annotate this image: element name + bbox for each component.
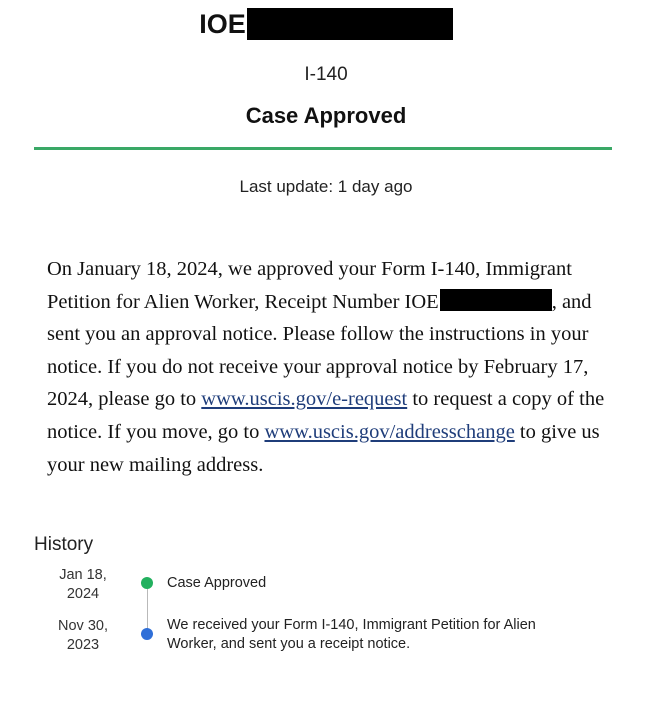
history-event-description: Case Approved xyxy=(167,575,267,591)
received-status-dot-icon xyxy=(141,628,153,640)
status-divider xyxy=(34,147,612,150)
description-text: to give us your new mailing address. xyxy=(47,420,600,476)
description-text: On January 18, 2024, we approved your Form I-140, Immigrant Petition for Alien Worker, Receipt Number IOE xyxy=(47,258,572,313)
history-event-date xyxy=(50,617,116,655)
case-status-description xyxy=(47,253,612,481)
history-event-date xyxy=(50,566,116,604)
history-date-year: 2023 xyxy=(66,637,100,653)
receipt-prefix: IOE xyxy=(199,9,246,39)
form-type: I-140 xyxy=(304,64,348,85)
history-date-line: Nov 30, xyxy=(58,618,108,634)
description-text: , and sent you an approval notice. Please follow the instructions in your notice. If you do not receive your approval notice by February 17, 2024, please go to xyxy=(47,290,592,411)
redacted-receipt-inline xyxy=(440,289,552,311)
e-request-link[interactable]: www.uscis.gov/e-request xyxy=(201,388,408,411)
redacted-receipt-number xyxy=(247,8,453,40)
history-date-line: Jan 18, xyxy=(59,567,107,583)
address-change-link[interactable]: www.uscis.gov/addresschange xyxy=(264,420,515,443)
description-text: to request a copy of the notice. If you move, go to xyxy=(47,388,605,443)
receipt-number-header xyxy=(0,8,652,40)
history-date-year: 2024 xyxy=(66,586,100,602)
history-title: History xyxy=(34,534,94,555)
case-status-title: Case Approved xyxy=(245,103,407,128)
last-update-text: Last update: 1 day ago xyxy=(239,177,413,196)
timeline-connector xyxy=(147,583,148,634)
approved-status-dot-icon xyxy=(141,577,153,589)
history-event-description: We received your Form I-140, Immigrant Petition for Alien Worker, and sent you a receipt notice. xyxy=(167,617,536,652)
